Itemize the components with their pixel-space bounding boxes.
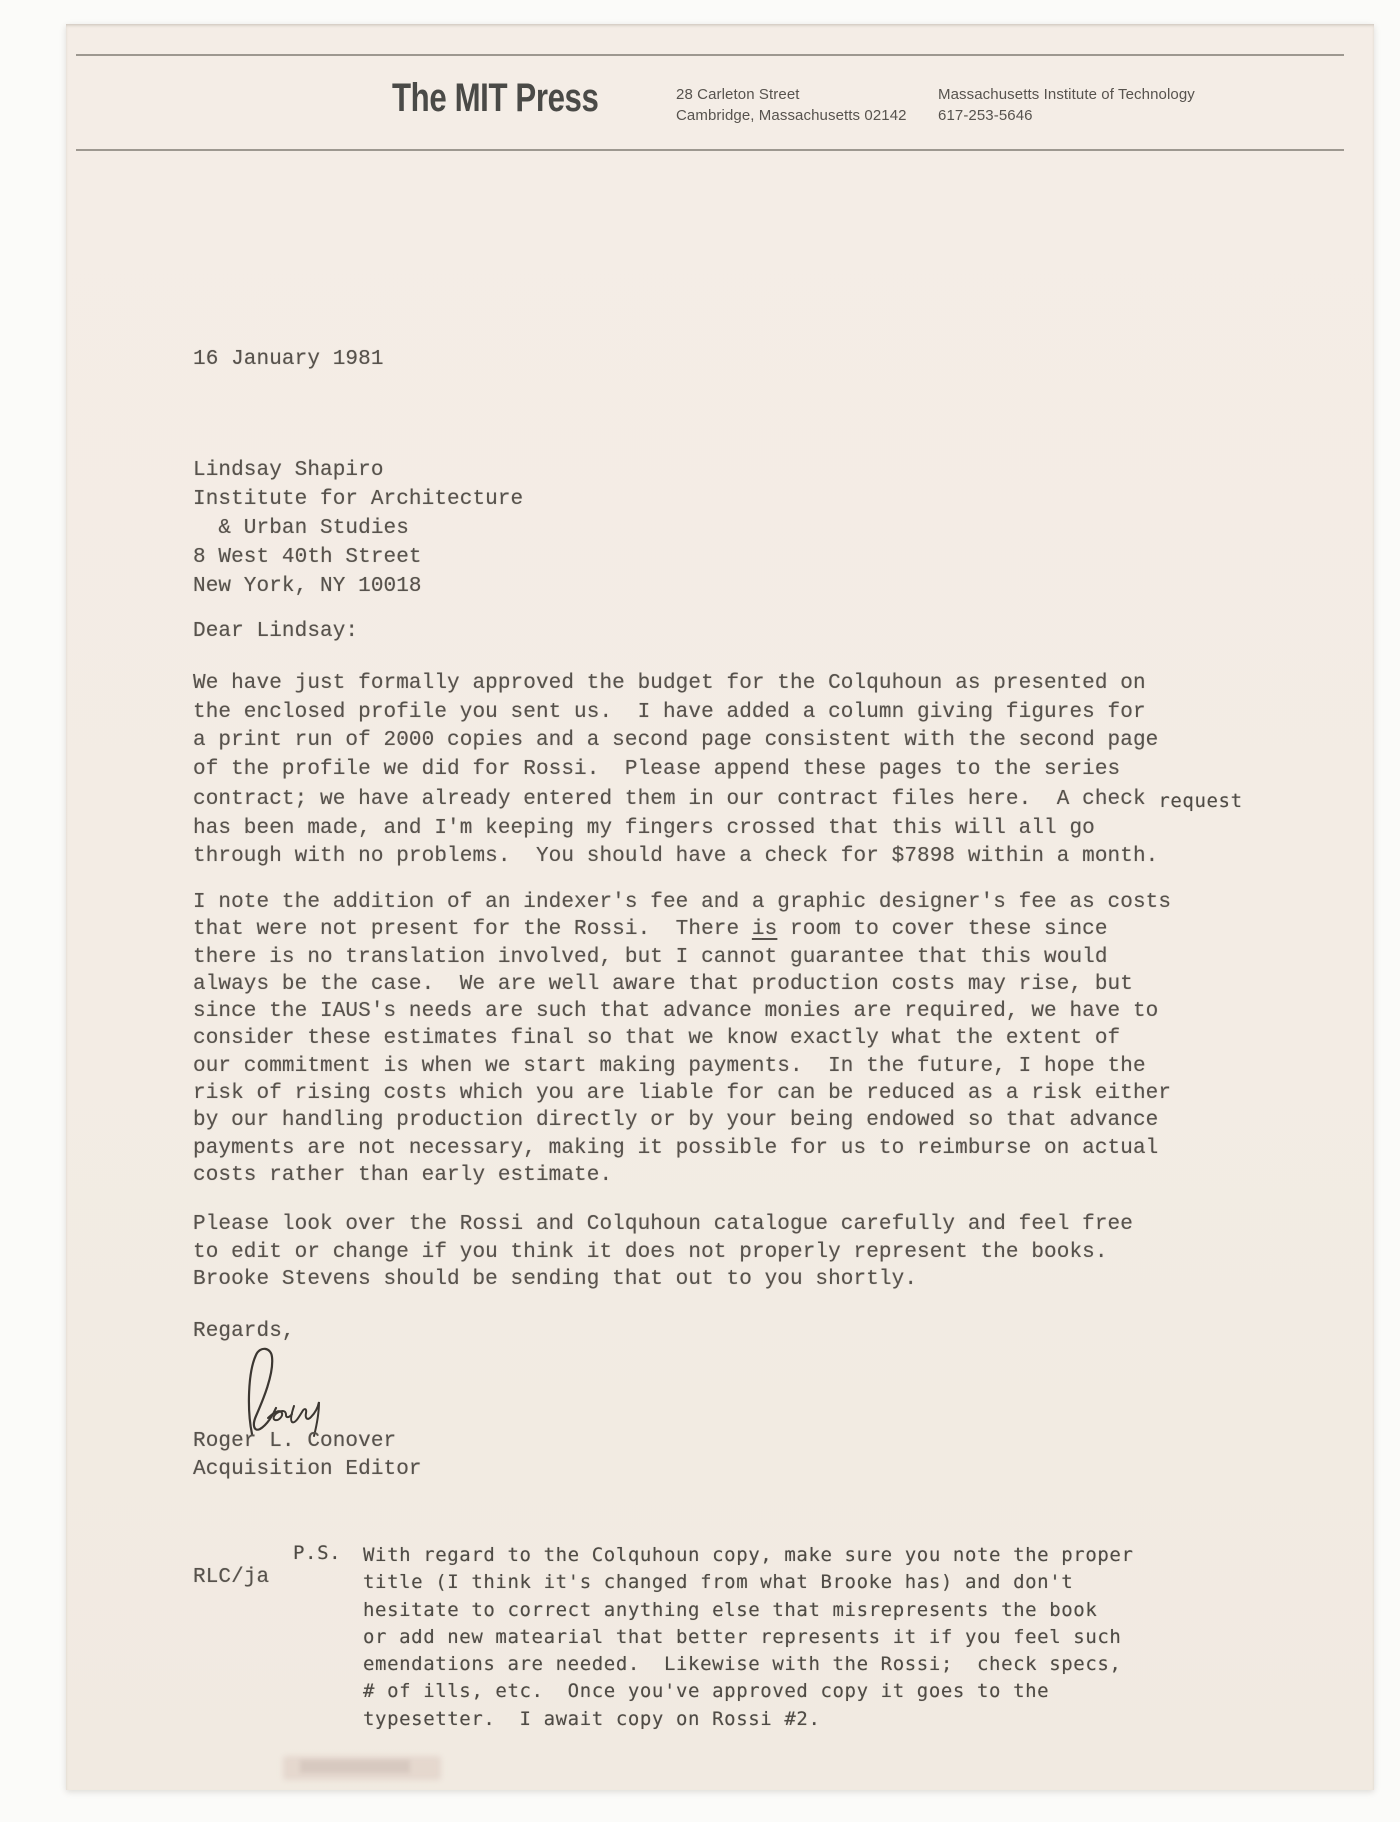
sender-name: Roger L. Conover bbox=[193, 1430, 397, 1453]
text-line: since the IAUS's needs are such that advance monies are required, we have to bbox=[193, 1000, 1159, 1024]
text-line: our commitment is when we start making payments. In the future, I hope the bbox=[193, 1054, 1146, 1078]
text-line: With regard to the Colquhoun copy, make sure you note the proper bbox=[363, 1544, 1134, 1566]
text-line: there is no translation involved, but I cannot guarantee that this would bbox=[193, 945, 1108, 969]
text-line: by our handling production directly or by your being endowed so that advance bbox=[193, 1109, 1159, 1133]
text-line: has been made, and I'm keeping my fingers crossed that this will all go bbox=[193, 816, 1095, 840]
mit-press-logo: The MIT Press bbox=[392, 76, 599, 120]
text-line: I note the addition of an indexer's fee and a graphic designer's fee as costs bbox=[193, 891, 1172, 914]
faint-bleedthrough-stamp-inner bbox=[300, 1760, 410, 1773]
letter-paper bbox=[66, 24, 1374, 1790]
letterhead-address bbox=[676, 84, 907, 126]
text-line bbox=[193, 784, 1243, 815]
text-line: title (I think it's changed from what Brooke has) and don't bbox=[363, 1571, 1074, 1594]
recipient-address-block bbox=[193, 456, 523, 601]
text-line: or add new matearial that better represents it if you feel such bbox=[363, 1625, 1122, 1648]
sender-title: Acquisition Editor bbox=[193, 1458, 422, 1481]
paragraph-2 bbox=[193, 889, 1171, 1189]
text-line: # of ills, etc. Once you've approved copy it goes to the bbox=[363, 1680, 1050, 1703]
text-line: We have just formally approved the budget for the Colquhoun as presented on bbox=[193, 672, 1146, 695]
text-line: to edit or change if you think it does not properly represent the books. bbox=[193, 1240, 1108, 1264]
text-line: 8 West 40th Street bbox=[193, 546, 422, 569]
ps-paragraph bbox=[363, 1542, 1134, 1733]
insert-text: request bbox=[1158, 790, 1243, 812]
text-line: costs rather than early estimate. bbox=[193, 1163, 613, 1187]
reference-initials: RLC/ja bbox=[193, 1566, 270, 1589]
paragraph-1 bbox=[193, 670, 1243, 872]
text-segment: that were not present for the Rossi. There bbox=[193, 918, 752, 942]
text-line: always be the case. We are well aware that production costs may rise, but bbox=[193, 972, 1133, 996]
text-line: & Urban Studies bbox=[193, 517, 409, 540]
text-line: a print run of 2000 copies and a second page consistent with the second page bbox=[193, 729, 1159, 752]
text-line: emendations are needed. Likewise with the Rossi; check specs, bbox=[363, 1653, 1122, 1676]
text-line: payments are not necessary, making it possible for us to reimburse on actual bbox=[193, 1136, 1159, 1160]
closing: Regards, bbox=[193, 1320, 295, 1343]
text-line bbox=[193, 916, 1171, 943]
text-line: Please look over the Rossi and Colquhoun catalogue carefully and feel free bbox=[193, 1213, 1133, 1236]
text-line: hesitate to correct anything else that misrepresents the book bbox=[363, 1598, 1098, 1621]
text-line: of the profile we did for Rossi. Please append these pages to the series bbox=[193, 757, 1121, 781]
letterhead-bottom-rule bbox=[76, 149, 1344, 151]
text-line: consider these estimates final so that we know exactly what the extent of bbox=[193, 1027, 1121, 1051]
text-line: Brooke Stevens should be sending that out to you shortly. bbox=[193, 1268, 918, 1291]
text-segment: contract; we have already entered them in our contract files here. A check bbox=[193, 788, 1159, 811]
sender-block bbox=[193, 1428, 422, 1484]
text-line: typesetter. I await copy on Rossi #2. bbox=[363, 1707, 821, 1730]
paragraph-3 bbox=[193, 1211, 1133, 1294]
letterhead-institution: Massachusetts Institute of Technology bbox=[938, 86, 1195, 103]
text-line: risk of rising costs which you are liable for can be reduced as a risk either bbox=[193, 1082, 1172, 1106]
salutation: Dear Lindsay: bbox=[193, 620, 359, 643]
signature-scrawl bbox=[228, 1346, 348, 1441]
letterhead-city: Cambridge, Massachusetts 02142 bbox=[676, 107, 907, 124]
letter-date: 16 January 1981 bbox=[193, 348, 384, 371]
underline-text: is bbox=[751, 918, 778, 942]
text-segment: room to cover these since bbox=[777, 918, 1108, 942]
text-line: the enclosed profile you sent us. I have added a column giving figures for bbox=[193, 700, 1146, 724]
text-line: New York, NY 10018 bbox=[193, 575, 422, 598]
letterhead-street: 28 Carleton Street bbox=[676, 86, 800, 103]
text-line: through with no problems. You should have a check for $7898 within a month. bbox=[193, 845, 1159, 868]
letterhead-phone: 617-253-5646 bbox=[938, 107, 1033, 124]
letterhead-institution-block bbox=[938, 84, 1195, 126]
ps-label: P.S. bbox=[293, 1542, 342, 1564]
text-line: Lindsay Shapiro bbox=[193, 459, 384, 482]
letterhead-top-rule bbox=[76, 54, 1344, 56]
text-line: Institute for Architecture bbox=[193, 488, 524, 511]
